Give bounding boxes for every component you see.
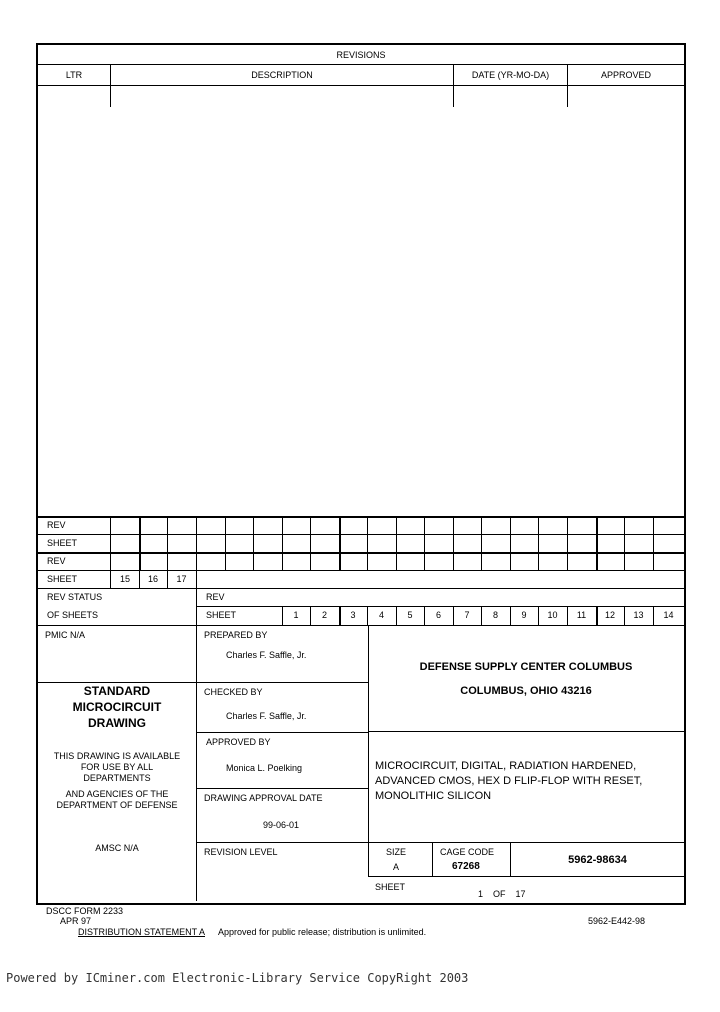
sheet-number: 7 <box>464 610 470 620</box>
rule <box>38 64 684 65</box>
approval-date-label: DRAWING APPROVAL DATE <box>204 793 323 803</box>
grid-rule <box>38 534 684 535</box>
sheet-label-tb: SHEET <box>375 882 406 892</box>
distribution-label: DISTRIBUTION STATEMENT A <box>78 927 206 937</box>
sheet-number-16: 16 <box>147 574 158 584</box>
grid-rule <box>253 517 254 570</box>
sheet-number-17: 17 <box>176 574 187 584</box>
grid-rule <box>453 517 454 570</box>
drawing-title-line-1: MICROCIRCUIT, DIGITAL, RADIATION HARDENED, <box>375 760 637 772</box>
sheet-number: 14 <box>663 610 674 620</box>
smd-title-line-3: DRAWING <box>88 716 146 730</box>
sheet-number: 11 <box>576 610 587 620</box>
size-value: A <box>393 862 400 872</box>
sheet-of-value: 1 OF 17 <box>478 889 526 899</box>
sheet-number: 1 <box>293 610 299 620</box>
availability-line-5: DEPARTMENT OF DEFENSE <box>56 800 178 810</box>
grid-rule <box>310 517 311 570</box>
rule <box>368 626 369 877</box>
drawing-number: 5962-98634 <box>568 854 627 866</box>
prepared-by-name: Charles F. Saffle, Jr. <box>226 650 307 660</box>
rev-label: REV <box>206 592 225 602</box>
cage-code-value: 67268 <box>452 861 480 872</box>
sheet-number: 2 <box>321 610 327 620</box>
distribution-text: Approved for public release; distribution is unlimited. <box>218 927 427 937</box>
document-id: 5962-E442-98 <box>588 916 646 926</box>
grid-rule <box>167 517 168 570</box>
cage-code-label: CAGE CODE <box>440 847 495 857</box>
sheet-number: 4 <box>378 610 384 620</box>
grid-rule <box>38 552 684 554</box>
approval-date-value: 99-06-01 <box>263 820 300 830</box>
sheet-number: 3 <box>350 610 356 620</box>
rev-status-label: REV STATUS <box>47 592 103 602</box>
approved-by-name: Monica L. Poelking <box>226 763 303 773</box>
sheet-number: 13 <box>633 610 644 620</box>
grid-rule <box>282 517 283 570</box>
sheet-number: 12 <box>604 610 615 620</box>
sheet-number: 9 <box>521 610 527 620</box>
rule <box>38 85 684 86</box>
rule <box>196 626 197 901</box>
grid-rule <box>196 570 197 588</box>
smd-title-line-1: STANDARD <box>83 684 151 698</box>
sheet-number: 5 <box>407 610 413 620</box>
sheet-label: SHEET <box>206 610 237 620</box>
of-sheets-label: OF SHEETS <box>47 610 99 620</box>
col-description-header: DESCRIPTION <box>251 70 313 80</box>
sheet-number: 10 <box>547 610 558 620</box>
amsc-label: AMSC N/A <box>95 843 139 853</box>
rev-label: REV <box>47 520 66 530</box>
agency-name: DEFENSE SUPPLY CENTER COLUMBUS <box>419 661 633 673</box>
grid-rule <box>196 606 684 607</box>
rule <box>196 842 684 843</box>
grid-rule <box>567 517 568 570</box>
grid-rule <box>38 570 684 571</box>
rule <box>510 842 511 877</box>
rule <box>38 682 368 683</box>
grid-rule <box>139 517 141 570</box>
col-date-header: DATE (YR-MO-DA) <box>471 70 550 80</box>
prepared-by-label: PREPARED BY <box>204 630 268 640</box>
approved-by-label: APPROVED BY <box>206 737 271 747</box>
grid-rule <box>396 517 397 570</box>
form-date: APR 97 <box>60 916 92 926</box>
grid-rule <box>424 517 425 570</box>
grid-rule <box>339 517 341 570</box>
checked-by-name: Charles F. Saffle, Jr. <box>226 711 307 721</box>
drawing-title-line-3: MONOLITHIC SILICON <box>375 790 492 802</box>
rev-label: REV <box>47 556 66 566</box>
rule <box>38 625 684 626</box>
sheet-number-15: 15 <box>119 574 130 584</box>
rule <box>196 732 368 733</box>
grid-rule <box>38 588 684 589</box>
checked-by-label: CHECKED BY <box>204 687 263 697</box>
col-ltr-header: LTR <box>65 70 83 80</box>
form-number: DSCC FORM 2233 <box>46 906 124 916</box>
grid-rule <box>110 517 111 570</box>
size-label: SIZE <box>386 847 407 857</box>
grid-rule <box>596 517 598 570</box>
col-approved-header: APPROVED <box>600 70 651 80</box>
watermark-text: Powered by ICminer.com Electronic-Library Service CopyRight 2003 <box>6 971 469 985</box>
drawing-title-line-2: ADVANCED CMOS, HEX D FLIP-FLOP WITH RESET, <box>375 775 643 787</box>
grid-rule <box>481 517 482 570</box>
grid-rule <box>38 516 684 518</box>
sheet-label: SHEET <box>47 538 78 548</box>
grid-rule <box>196 517 197 570</box>
grid-rule <box>538 517 539 570</box>
pmic-label: PMIC N/A <box>45 630 86 640</box>
revisions-header: REVISIONS <box>336 50 386 60</box>
revision-level-label: REVISION LEVEL <box>204 847 278 857</box>
sheet-number: 6 <box>435 610 441 620</box>
grid-rule <box>225 517 226 570</box>
smd-title-line-2: MICROCIRCUIT <box>72 700 162 714</box>
availability-line-4: AND AGENCIES OF THE <box>65 789 169 799</box>
grid-rule <box>196 588 197 625</box>
rule <box>432 842 433 877</box>
sheet-label: SHEET <box>47 574 78 584</box>
availability-line-2: FOR USE BY ALL <box>80 762 154 772</box>
grid-rule <box>624 517 625 570</box>
sheet-number: 8 <box>492 610 498 620</box>
rule <box>196 788 368 789</box>
availability-line-1: THIS DRAWING IS AVAILABLE <box>53 751 181 761</box>
availability-line-3: DEPARTMENTS <box>83 773 151 783</box>
rule <box>368 876 684 877</box>
rule <box>368 731 684 732</box>
grid-rule <box>510 517 511 570</box>
grid-rule <box>367 517 368 570</box>
grid-rule <box>653 517 654 570</box>
agency-city: COLUMBUS, OHIO 43216 <box>460 685 592 697</box>
